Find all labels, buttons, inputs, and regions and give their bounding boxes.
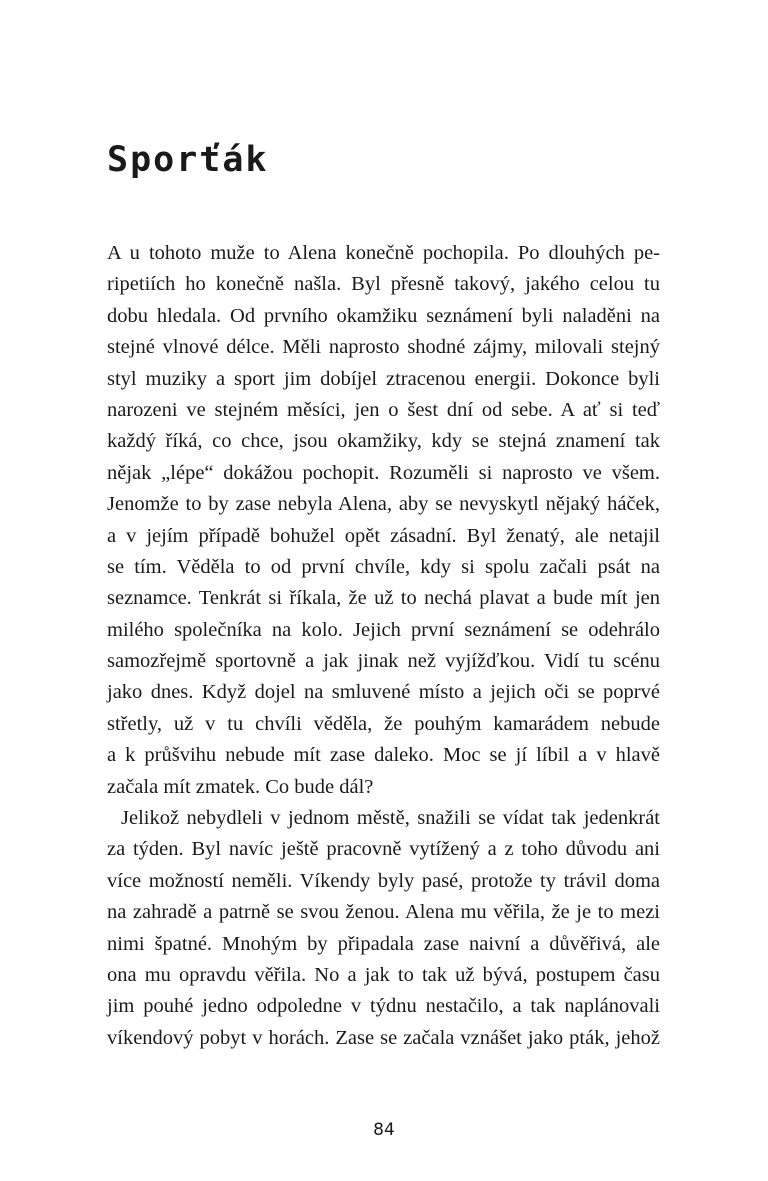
text-line: se tím. Věděla to od první chvíle, kdy si spolu začali psát na (107, 555, 660, 578)
text-line: samozřejmě sportovně a jak jinak než vyjížďkou. Vidí tu scénu (107, 650, 660, 673)
text-line: začala mít zmatek. Co bude dál? (107, 775, 374, 798)
text-line: a v jejím případě bohužel opět zásadní. Byl ženatý, ale netajil (107, 524, 660, 547)
text-line: styl muziky a sport jim dobíjel ztracenou energii. Dokonce byli (107, 367, 660, 390)
text-line: víkendový pobyt v horách. Zase se začala vznášet jako pták, jehož (107, 1026, 660, 1049)
text-line: Jelikož nebydleli v jednom městě, snažili se vídat tak jedenkrát (121, 807, 660, 830)
text-line: ripetiích ho konečně našla. Byl přesně takový, jakého celou tu (107, 273, 660, 296)
text-line: nimi špatné. Mnohým by připadala zase naivní a důvěřivá, ale (107, 932, 660, 955)
text-line: střetly, už v tu chvíli věděla, že pouhým kamarádem nebude (107, 712, 660, 735)
text-line: více možností neměli. Víkendy byly pasé, protože ty trávil doma (107, 869, 660, 892)
text-line: stejné vlnové délce. Měli naprosto shodné zájmy, milovali stejný (107, 336, 660, 359)
text-line: seznamce. Tenkrát si říkala, že už to nechá plavat a bude mít jen (107, 587, 660, 610)
text-line: jako dnes. Když dojel na smluvené místo a jejich oči se poprvé (107, 681, 660, 704)
text-line: každý říká, co chce, jsou okamžiky, kdy se stejná znamení tak (107, 430, 660, 453)
text-line: milého společníka na kolo. Jejich první seznámení se odehrálo (107, 618, 660, 641)
text-line: narozeni ve stejném měsíci, jen o šest dní od sebe. A ať si teď (107, 398, 660, 421)
text-line: dobu hledala. Od prvního okamžiku seznámení byli naladěni na (107, 304, 660, 327)
text-line: Jenomže to by zase nebyla Alena, aby se nevyskytl nějaký háček, (107, 493, 660, 516)
page-number: 84 (373, 1120, 395, 1140)
chapter-title: Sporťák (107, 140, 269, 180)
text-line: a k průšvihu nebude mít zase daleko. Moc se jí líbil a v hlavě (107, 744, 660, 767)
body-text (107, 238, 660, 1054)
text-line: na zahradě a patrně se svou ženou. Alena mu věřila, že je to mezi (107, 901, 660, 924)
text-line: jim pouhé jedno odpoledne v týdnu nestačilo, a tak naplánovali (107, 995, 660, 1018)
text-line: A u tohoto muže to Alena konečně pochopila. Po dlouhých pe- (107, 242, 660, 264)
text-line: nějak „lépe“ dokážou pochopit. Rozuměli si naprosto ve všem. (107, 461, 660, 484)
text-line: ona mu opravdu věřila. No a jak to tak už bývá, postupem času (107, 963, 660, 986)
text-line: za týden. Byl navíc ještě pracovně vytížený a z toho důvodu ani (107, 838, 660, 861)
